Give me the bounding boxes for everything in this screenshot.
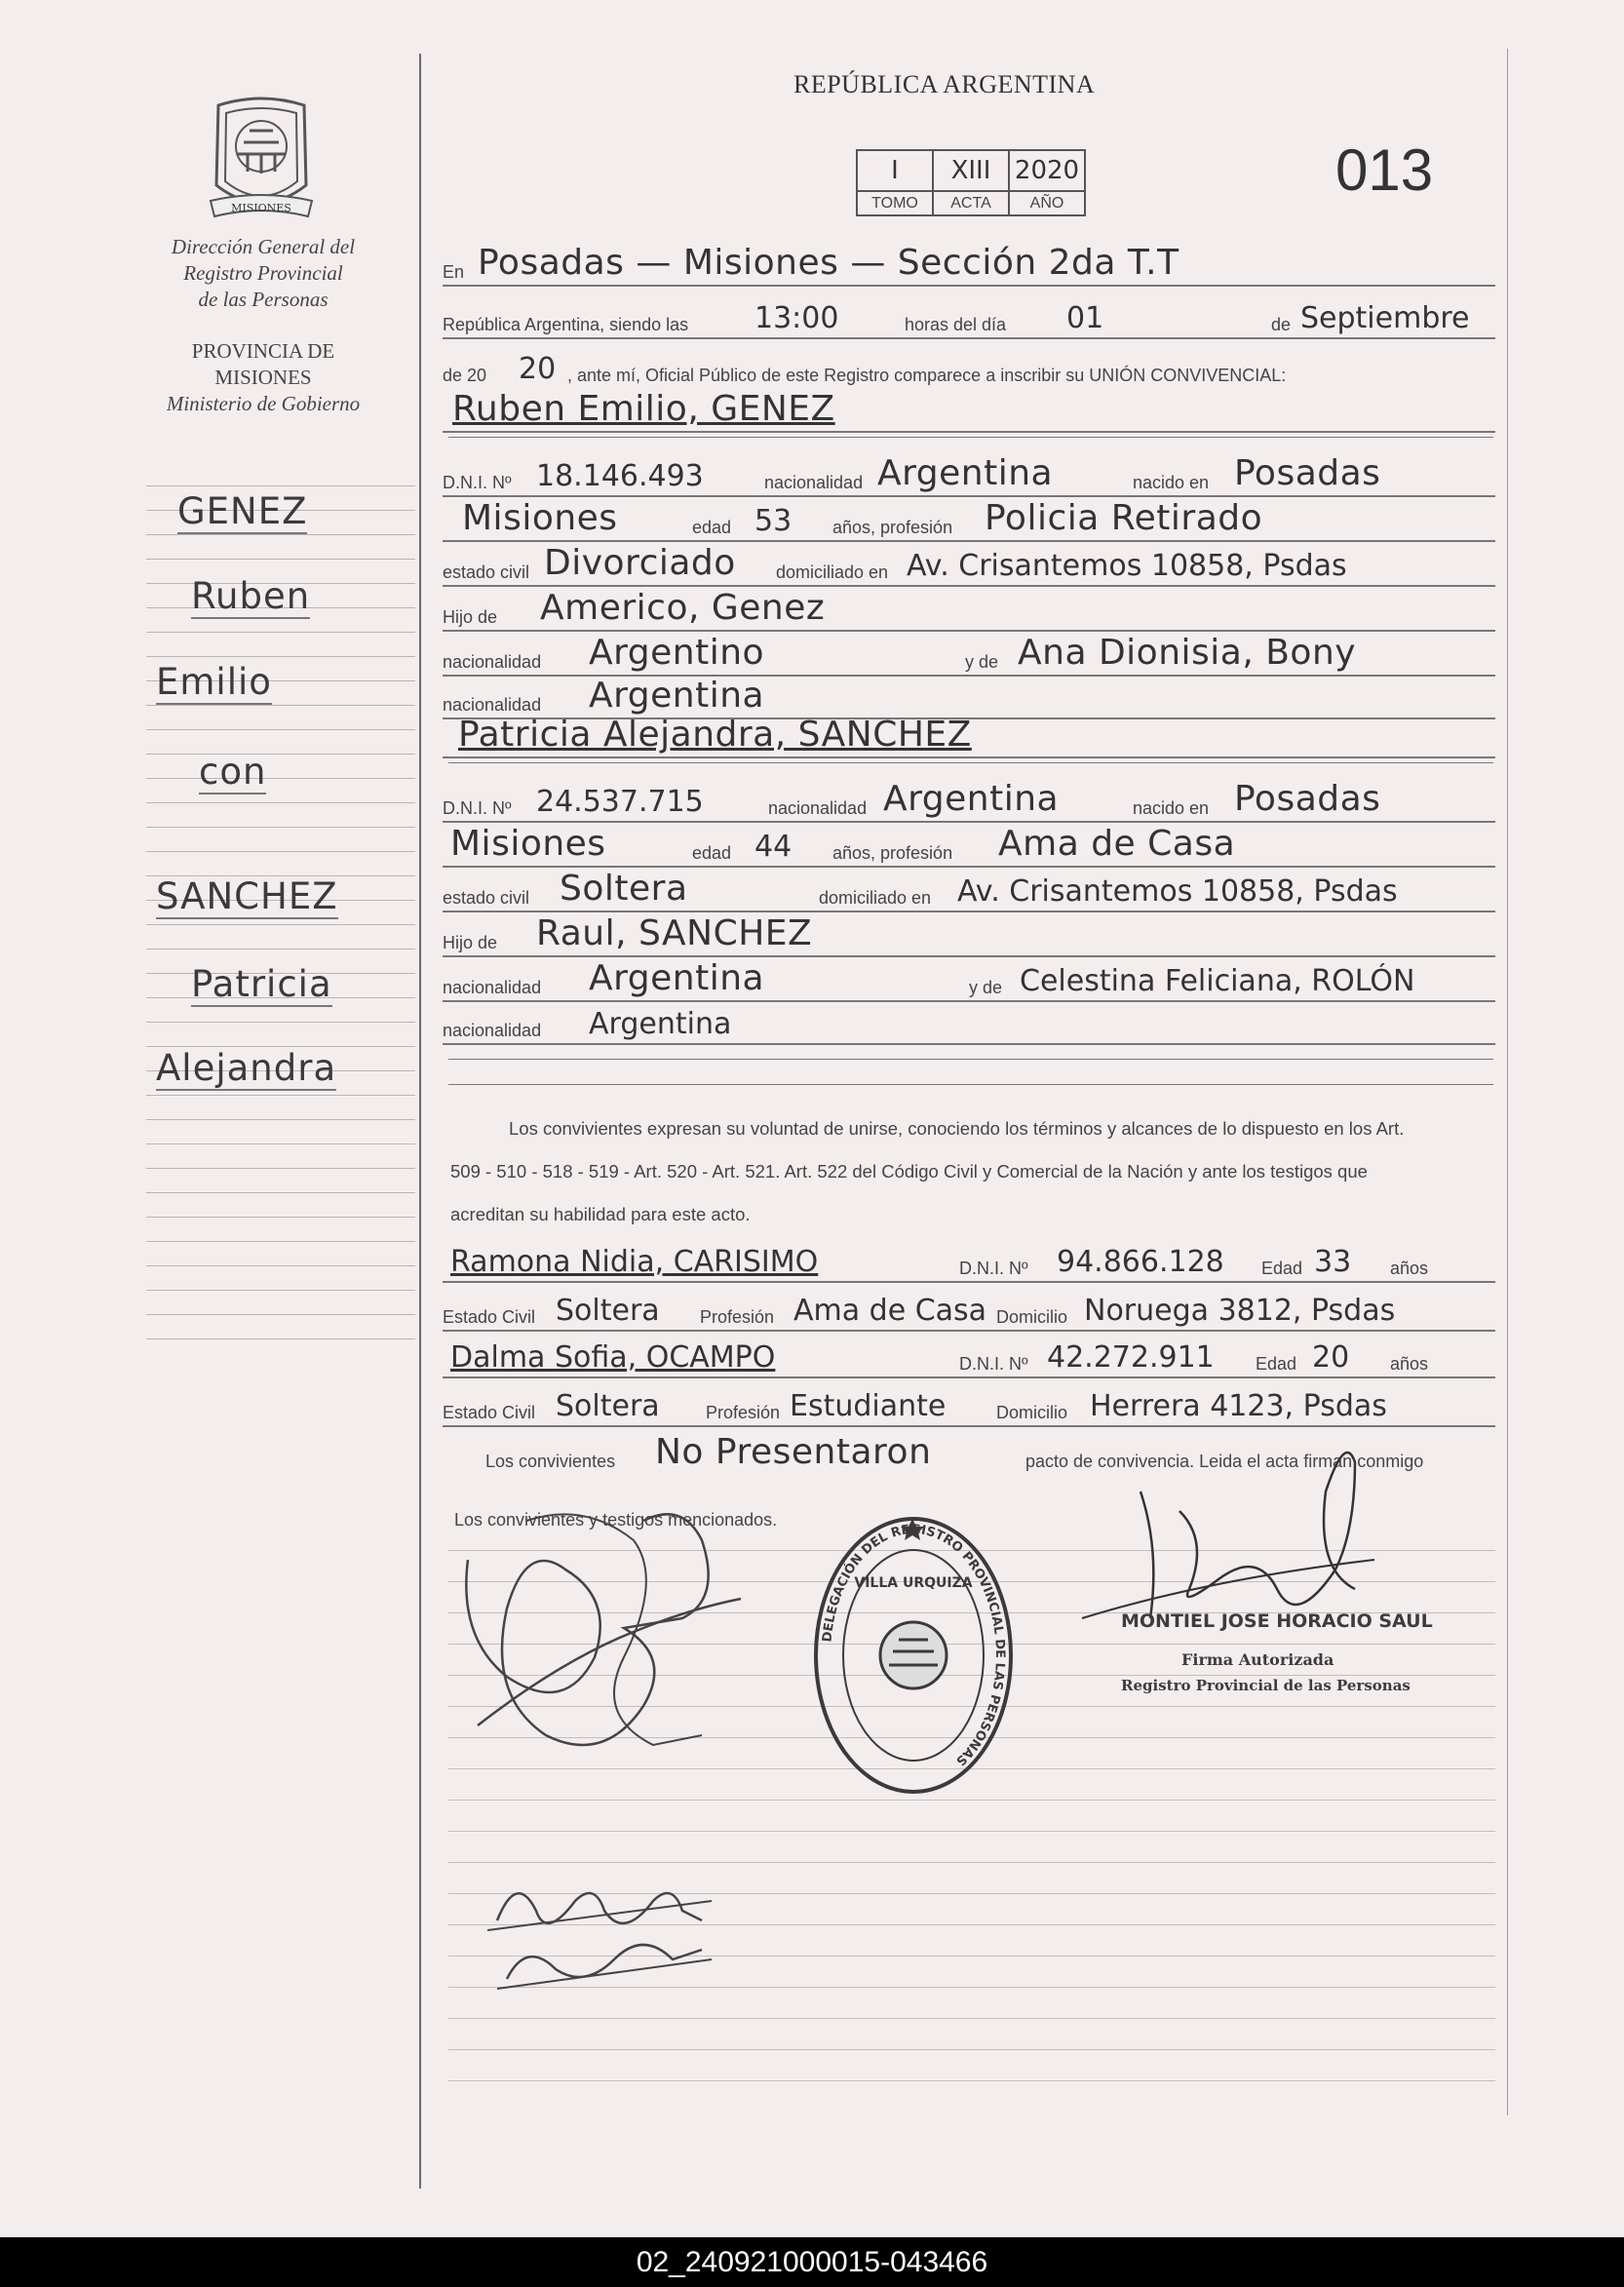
person1-birthplace: Posadas — [1234, 453, 1381, 493]
person2-profession: Ama de Casa — [998, 824, 1236, 864]
anos-label: años — [1390, 1259, 1429, 1278]
ruled-line — [448, 1831, 1495, 1832]
official-office: Registro Provincial de las Personas — [1121, 1677, 1411, 1694]
margin-name: con — [199, 751, 267, 793]
statement-paragraph — [450, 1107, 1497, 1236]
agency-line-2: Registro Provincial — [183, 261, 343, 285]
anio-label: AÑO — [1029, 195, 1064, 212]
margin-rule-line — [146, 1241, 415, 1242]
witness1-name: Ramona Nidia, CARISIMO — [450, 1245, 819, 1279]
official-title: Firma Autorizada — [1181, 1650, 1334, 1669]
statement-line-1: Los convivientes expresan su voluntad de unirse, conociendo los términos y alcances de lo dispuesto en los Art. — [509, 1118, 1405, 1139]
person2-father-nac-line — [443, 955, 1495, 1002]
margin-name: GENEZ — [177, 490, 308, 532]
person2-name: Patricia Alejandra, SANCHEZ — [458, 715, 972, 755]
witness2-civil: Soltera — [556, 1389, 660, 1423]
nacionalidad-label: nacionalidad — [443, 978, 542, 997]
margin-rule-line — [146, 1168, 415, 1169]
person2-age-line — [443, 821, 1495, 868]
official-name: MONTIEL JOSE HORACIO SAUL — [1121, 1610, 1433, 1632]
nacionalidad-label: nacionalidad — [443, 1021, 542, 1040]
blank-rule — [448, 1084, 1493, 1085]
tomo-label: TOMO — [871, 195, 918, 212]
nacionalidad-label: nacionalidad — [768, 798, 868, 818]
person1-name-line — [443, 386, 1495, 433]
nacionalidad-label: nacionalidad — [443, 652, 542, 672]
person2-civil: Soltera — [560, 869, 688, 909]
province-line-1: PROVINCIA DE — [191, 339, 335, 363]
anio-value: 2020 — [1010, 151, 1084, 192]
day-value: 01 — [1066, 301, 1104, 335]
nacionalidad-label: nacionalidad — [443, 695, 542, 715]
statement-line-2: 509 - 510 - 518 - 519 - Art. 520 - Art. 521. Art. 522 del Código Civil y Comercial de la Nación y ante los testigos que — [450, 1161, 1368, 1182]
acta-cell — [934, 151, 1010, 214]
margin-name: Emilio — [156, 661, 272, 703]
person1-father-nationality: Argentino — [589, 633, 765, 673]
edad-label: edad — [692, 518, 732, 537]
person1-dni: 18.146.493 — [536, 459, 704, 493]
person1-nationality: Argentina — [877, 453, 1054, 493]
margin-rule-line — [146, 705, 415, 706]
person1-mother-nationality: Argentina — [589, 676, 765, 716]
dni-label: D.N.I. Nº — [959, 1354, 1028, 1374]
page-number: 013 — [1335, 137, 1434, 203]
country-title: REPÚBLICA ARGENTINA — [793, 70, 1096, 98]
margin-name: Patricia — [191, 963, 332, 1005]
estado-civil-label: estado civil — [443, 562, 530, 582]
person2-dni: 24.537.715 — [536, 785, 704, 819]
margin-rule-line — [146, 1217, 415, 1218]
person2-age: 44 — [754, 830, 793, 864]
person2-nationality: Argentina — [883, 779, 1060, 819]
province-line-2: MISIONES — [214, 366, 312, 389]
hijo-label: Hijo de — [443, 607, 498, 627]
en-label: En — [443, 262, 465, 282]
left-margin-rule — [419, 54, 421, 2189]
tomo-acta-anio-box — [856, 149, 1086, 216]
seal-inner-text: VILLA URQUIZA — [854, 1575, 973, 1591]
person1-birthplace2: Misiones — [462, 498, 618, 538]
person2-father: Raul, SANCHEZ — [536, 913, 813, 953]
svg-text:MISIONES: MISIONES — [231, 202, 291, 214]
margin-rule-line — [146, 1338, 415, 1339]
person1-father: Americo, Genez — [540, 588, 826, 628]
domicilio-label: domiciliado en — [819, 888, 932, 908]
acta-value: XIII — [934, 151, 1008, 192]
margin-name: SANCHEZ — [156, 875, 338, 917]
tomo-cell — [858, 151, 934, 214]
witness1-address: Noruega 3812, Psdas — [1084, 1294, 1396, 1328]
margin-rule-line — [146, 559, 415, 560]
witness2-name-line — [443, 1332, 1495, 1378]
margin-rule-line — [146, 949, 415, 950]
profesion-label: años, profesión — [832, 518, 953, 537]
margin-rule-line — [146, 1022, 415, 1023]
profesion-label: Profesión — [700, 1307, 775, 1327]
place-value: Posadas — Misiones — Sección 2da T.T — [478, 243, 1179, 283]
profesion-label: años, profesión — [832, 843, 953, 863]
person1-mother: Ana Dionisia, Bony — [1018, 633, 1357, 673]
profesion-label: Profesión — [706, 1403, 781, 1422]
pacto-value: No Presentaron — [655, 1432, 932, 1472]
closing-text: Los convivientes y testigos mencionados. — [454, 1510, 778, 1530]
margin-rule-line — [146, 485, 415, 486]
person2-dni-line — [443, 776, 1495, 823]
margin-rule-line — [146, 534, 415, 535]
ruled-line — [448, 2049, 1495, 2050]
person2-birthplace2: Misiones — [450, 824, 606, 864]
dni-label: D.N.I. Nº — [443, 798, 512, 818]
witness2-address: Herrera 4123, Psdas — [1090, 1389, 1387, 1423]
place-line — [443, 240, 1495, 287]
estado-civil-label: Estado Civil — [443, 1403, 536, 1422]
person1-civil: Divorciado — [544, 543, 736, 583]
domicilio-label: Domicilio — [996, 1403, 1068, 1422]
margin-rule-line — [146, 1290, 415, 1291]
margin-rule-line — [146, 1314, 415, 1315]
month-value: Septiembre — [1300, 301, 1470, 335]
acta-label: ACTA — [950, 195, 991, 212]
margin-rule-line — [146, 656, 415, 657]
person2-father-nationality: Argentina — [589, 958, 765, 998]
person2-mother-nationality: Argentina — [589, 1007, 732, 1041]
year-value: 20 — [519, 352, 557, 386]
signature-icon — [487, 1862, 721, 1998]
agency-line-1: Dirección General del — [171, 235, 356, 258]
ruled-line — [448, 2080, 1495, 2081]
margin-rule-line — [146, 802, 415, 803]
signature-icon — [448, 1482, 760, 1794]
hijo-label: Hijo de — [443, 933, 498, 952]
witness2-civil-line — [443, 1380, 1495, 1427]
margin-rule-line — [146, 729, 415, 730]
witness2-dni: 42.272.911 — [1047, 1340, 1215, 1375]
blank-rule — [448, 1059, 1493, 1060]
margin-rule-line — [146, 1119, 415, 1120]
witness1-civil-line — [443, 1285, 1495, 1332]
de-label: de — [1271, 315, 1292, 334]
person1-profession: Policia Retirado — [985, 498, 1263, 538]
witness1-age: 33 — [1314, 1245, 1352, 1279]
margin-rule-line — [146, 778, 415, 779]
person2-mother: Celestina Feliciana, ROLÓN — [1020, 964, 1415, 998]
pacto-label: pacto de convivencia. Leida el acta firman conmigo — [1025, 1452, 1424, 1471]
person1-address: Av. Crisantemos 10858, Psdas — [907, 549, 1347, 583]
year-line — [443, 343, 1495, 388]
dni-label: D.N.I. Nº — [443, 473, 512, 492]
person2-address: Av. Crisantemos 10858, Psdas — [957, 874, 1398, 909]
margin-rule-line — [146, 632, 415, 633]
person2-birthplace: Posadas — [1234, 779, 1381, 819]
time-value: 13:00 — [754, 301, 839, 335]
anos-label: años — [1390, 1354, 1429, 1374]
person1-father-line — [443, 585, 1495, 632]
person1-dni-line — [443, 450, 1495, 497]
domicilio-label: Domicilio — [996, 1307, 1068, 1327]
edad-label: Edad — [1261, 1259, 1303, 1278]
domicilio-label: domiciliado en — [776, 562, 889, 582]
nacido-label: nacido en — [1133, 798, 1210, 818]
blank-rule — [448, 437, 1493, 438]
person1-father-nac-line — [443, 630, 1495, 677]
estado-civil-label: estado civil — [443, 888, 530, 908]
edad-label: edad — [692, 843, 732, 863]
seal-outer-text: DELEGACIÓN DEL REGISTRO PROVINCIAL DE LAS PERSONAS — [820, 1522, 1008, 1768]
witness1-dni: 94.866.128 — [1057, 1245, 1224, 1279]
person1-age-line — [443, 495, 1495, 542]
margin-rule-line — [146, 827, 415, 828]
official-seal-icon — [811, 1509, 1016, 1802]
witness2-profession: Estudiante — [790, 1389, 947, 1423]
time-line — [443, 292, 1495, 339]
tomo-value: I — [858, 151, 932, 192]
margin-rule-line — [146, 754, 415, 755]
person2-mother-nac-line — [443, 998, 1495, 1045]
person2-civil-line — [443, 866, 1495, 912]
right-margin-rule — [1507, 49, 1508, 2115]
horas-label: horas del día — [905, 315, 1007, 334]
person1-age: 53 — [754, 504, 793, 538]
person2-father-line — [443, 911, 1495, 957]
dni-label: D.N.I. Nº — [959, 1259, 1028, 1278]
estado-civil-label: Estado Civil — [443, 1307, 536, 1327]
ministry-line: Ministerio de Gobierno — [166, 392, 361, 415]
y-de-label: y de — [965, 652, 999, 672]
witness2-name: Dalma Sofia, OCAMPO — [450, 1340, 776, 1375]
ruled-line — [448, 2018, 1495, 2019]
y-de-label: y de — [969, 978, 1003, 997]
year-prefix-label: de 20 — [443, 366, 487, 385]
edad-label: Edad — [1256, 1354, 1297, 1374]
document-id-footer: 02_240921000015-043466 — [0, 2237, 1624, 2287]
republica-label: República Argentina, siendo las — [443, 315, 689, 334]
margin-rule-line — [146, 1192, 415, 1193]
province-crest-icon — [205, 96, 318, 224]
witness1-civil: Soltera — [556, 1294, 660, 1328]
blank-rule — [448, 762, 1493, 763]
convivientes-label: Los convivientes — [485, 1452, 616, 1471]
ante-text: , ante mí, Oficial Público de este Registro comparece a inscribir su UNIÓN CONVIVENCIAL: — [567, 366, 1287, 385]
nacionalidad-label: nacionalidad — [764, 473, 864, 492]
anio-cell — [1010, 151, 1084, 214]
person2-name-line — [443, 712, 1495, 758]
witness2-age: 20 — [1312, 1340, 1350, 1375]
margin-rule-line — [146, 924, 415, 925]
margin-rule-line — [146, 851, 415, 852]
witness1-name-line — [443, 1236, 1495, 1283]
margin-name: Alejandra — [156, 1047, 337, 1089]
agency-line-3: de las Personas — [198, 288, 329, 311]
margin-name: Ruben — [191, 575, 311, 617]
margin-rule-line — [146, 1265, 415, 1266]
nacido-label: nacido en — [1133, 473, 1210, 492]
person1-name: Ruben Emilio, GENEZ — [452, 389, 835, 429]
person1-civil-line — [443, 540, 1495, 587]
statement-line-3: acreditan su habilidad para este acto. — [450, 1204, 751, 1224]
witness1-profession: Ama de Casa — [793, 1294, 987, 1328]
margin-rule-line — [146, 1095, 415, 1096]
